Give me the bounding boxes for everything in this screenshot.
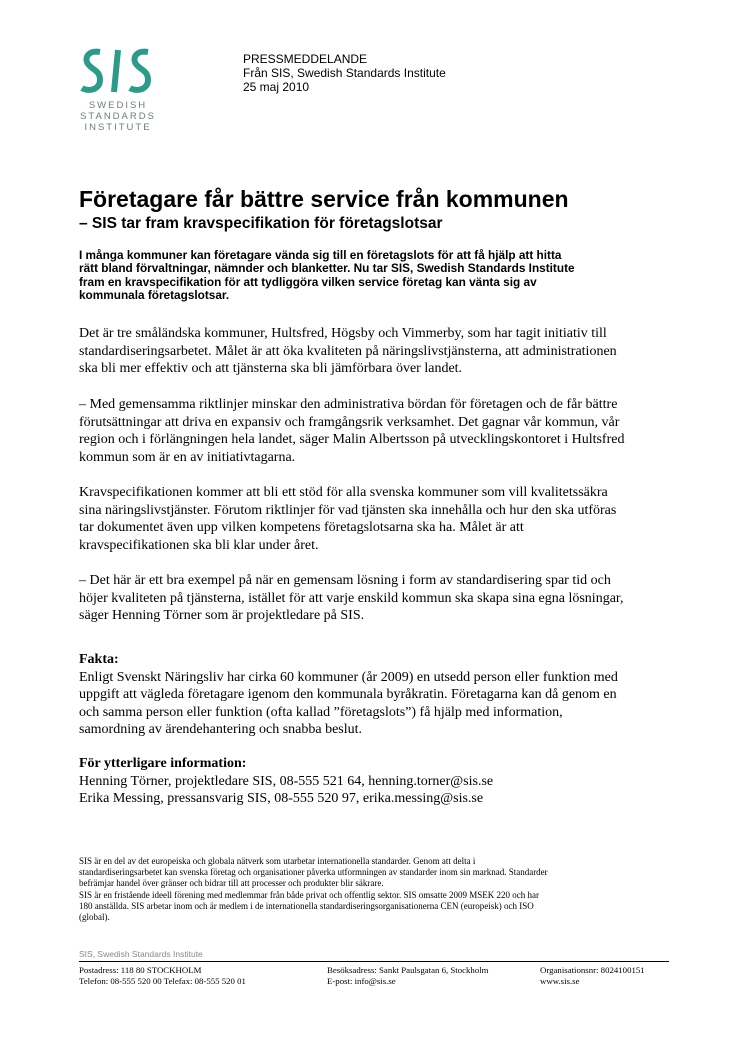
contact-section <box>79 755 699 808</box>
footer-visit-address: Besöksadress: Sankt Paulsgatan 6, Stockholm <box>327 965 489 975</box>
footer-org <box>540 965 645 987</box>
paragraph-line: kravspecifikationen ska bli klar under året. <box>79 537 319 553</box>
paragraph-line: säger Henning Törner som är projektledare på SIS. <box>79 608 365 623</box>
paragraph-line: kommun som är en av initiativtagarna. <box>79 449 296 465</box>
paragraph-line: standardiseringsarbetet. Målet är att öka kvaliteten på näringslivstjänsterna, att administrationen <box>79 343 617 359</box>
paragraph-line: höjer kvaliteten på tjänsterna, istället för att varje enskild kommun ska skapa sina egna lösningar, <box>79 590 624 606</box>
press-header <box>243 52 446 94</box>
paragraph-line: region och i förlängningen hela landet, säger Malin Albertsson på utvecklingskontoret i Hultsfred <box>79 432 625 447</box>
body-paragraph-3 <box>79 484 699 554</box>
facts-heading: Fakta: <box>79 652 119 667</box>
lead-line: kommunala företagslotsar. <box>79 288 230 303</box>
footer-postal-address: Postadress: 118 80 STOCKHOLM <box>79 965 202 975</box>
contact-line[interactable]: Henning Törner, projektledare SIS, 08-555 521 64, henning.torner@sis.se <box>79 773 494 789</box>
sis-logo-mark-icon <box>78 46 158 96</box>
sis-logo <box>78 46 158 146</box>
paragraph-line: – Det här är ett bra exempel på när en gemensam lösning i form av standardisering spar tid och <box>79 573 611 588</box>
about-line: standardiseringsarbetet kan svenska företag och organisationer påverka utformningen av standarder inom sin marknad. Standarder <box>79 867 548 878</box>
paragraph-line: tar dokumentet även upp vilken kompetens företagslotsarna ska ha. Målet är att <box>79 520 524 535</box>
lead-line: I många kommuner kan företagare vända sig till en företagslots för att få hjälp att hitta <box>79 248 562 262</box>
about-line: befrämjar handel över gränser och bidrar till att processer och produkter blir säkrare. <box>79 878 384 889</box>
footer-divider <box>79 961 669 962</box>
about-line: SIS är en del av det europeiska och globala nätverk som utarbetar internationella standarder. Genom att delta i <box>79 856 476 866</box>
paragraph-line: Kravspecifikationen kommer att bli ett stöd för alla svenska kommuner som vill kvalitetssäkra <box>79 485 608 500</box>
footer-email[interactable]: E-post: info@sis.se <box>327 976 396 986</box>
contact-heading: För ytterligare information: <box>79 756 247 771</box>
lead-line: fram en kravspecifikation för att tydliggöra vilken service företag kan vänta sig av <box>79 274 537 289</box>
footer-website[interactable]: www.sis.se <box>540 976 580 986</box>
paragraph-line: – Med gemensamma riktlinjer minskar den administrativa bördan för företagen och de får bättre <box>79 397 618 412</box>
facts-line: och samma person eller funktion (ofta kallad ”företagslots”) få hjälp med information, <box>79 704 563 720</box>
footer-org-number: Organisationsnr: 8024100151 <box>540 965 645 975</box>
header-source: Från SIS, Swedish Standards Institute <box>243 66 446 80</box>
page-title: Företagare får bättre service från kommunen <box>79 186 569 212</box>
body-paragraph-2 <box>79 396 699 466</box>
about-line: 180 anställda. SIS arbetar inom och är medlem i de internationella standardiseringsorganisationerna CEN (europeisk) och ISO <box>79 900 534 911</box>
about-line: SIS är en fristående ideell förening med medlemmar från både privat och offentlig sektor. SIS omsatte 2009 MSEK 220 och har <box>79 889 539 900</box>
paragraph-line: Det är tre småländska kommuner, Hultsfred, Högsby och Vimmerby, som har tagit initiativ till <box>79 326 607 341</box>
logo-text-line-1: SWEDISH <box>88 100 148 111</box>
contact-line[interactable]: Erika Messing, pressansvarig SIS, 08-555 520 97, erika.messing@sis.se <box>79 791 484 806</box>
org-footer-name: SIS, Swedish Standards Institute <box>79 949 203 959</box>
header-type: PRESSMEDDELANDE <box>243 52 368 66</box>
footer-phone: Telefon: 08-555 520 00 Telefax: 08-555 520 01 <box>79 976 246 986</box>
header-date: 25 maj 2010 <box>243 80 310 94</box>
footer-postal <box>79 965 246 987</box>
lead-line: rätt bland förvaltningar, nämnder och blanketter. Nu tar SIS, Swedish Standards Institute <box>79 261 575 276</box>
paragraph-line: ska bli mer effektiv och att tjänsterna ska bli jämförbara över landet. <box>79 361 463 376</box>
facts-line: uppgift att vägleda företagare igenom den kommunala byråkratin. Företagarna kan då genom en <box>79 687 617 702</box>
paragraph-line: förutsättningar att driva en expansiv och framgångsrik verksamhet. Det gagnar vår kommun, vår <box>79 414 620 430</box>
about-sis <box>79 856 699 923</box>
body-paragraph-1 <box>79 325 699 378</box>
lead-paragraph <box>79 249 679 303</box>
facts-section <box>79 651 699 739</box>
body-paragraph-4 <box>79 572 699 625</box>
page-subtitle: – SIS tar fram kravspecifikation för företagslotsar <box>79 215 443 232</box>
logo-text-line-3: INSTITUTE <box>84 122 152 133</box>
facts-line: samordning av ärendehantering och snabba beslut. <box>79 722 363 737</box>
footer-visit <box>327 965 489 987</box>
paragraph-line: sina näringslivstjänster. Förutom riktlinjer för vad tjänsten ska innehålla och hur den ska utföras <box>79 502 617 518</box>
about-line: (global). <box>79 912 110 923</box>
logo-text-line-2: STANDARDS <box>80 111 156 122</box>
facts-line: Enligt Svenskt Näringsliv har cirka 60 kommuner (år 2009) en utsedd person eller funktion med <box>79 669 618 685</box>
